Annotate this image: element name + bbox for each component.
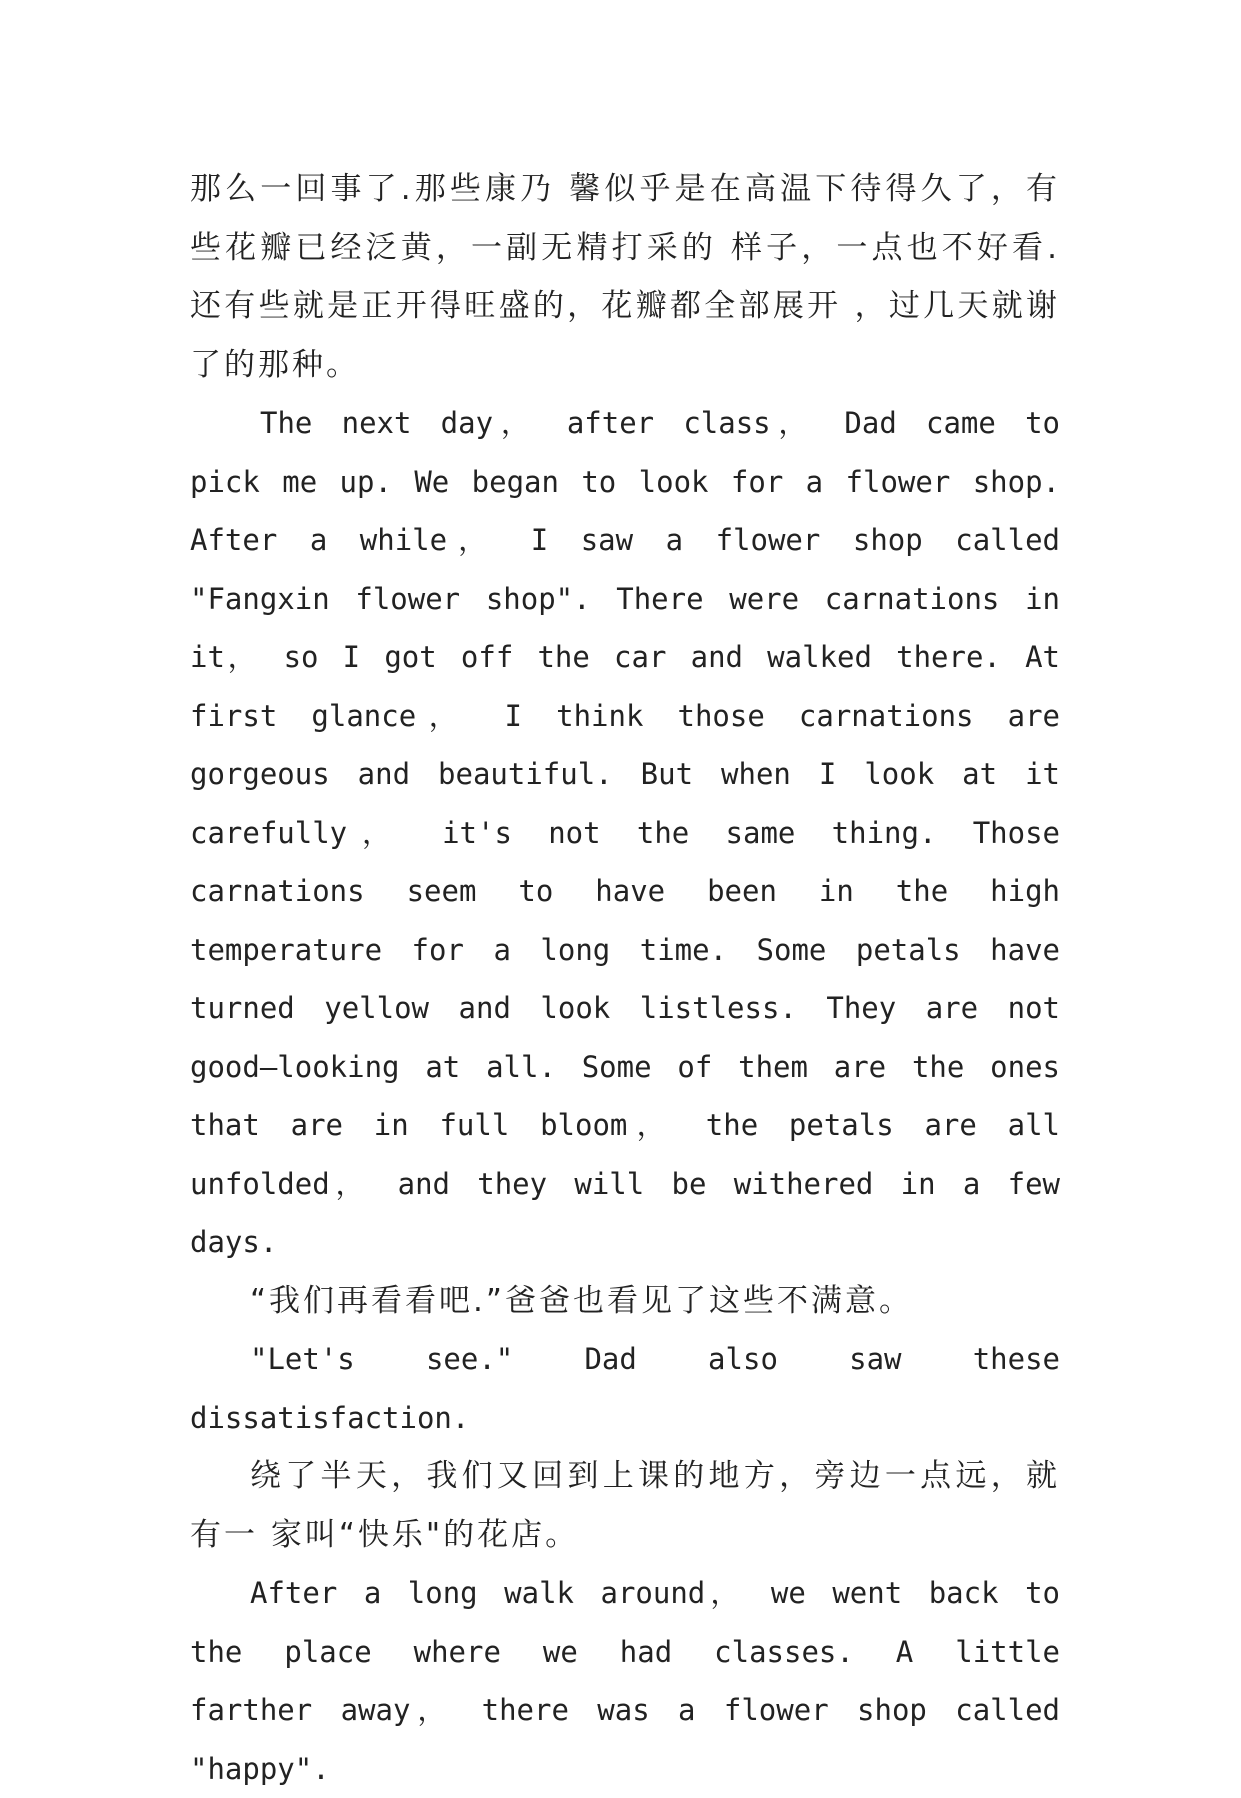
paragraph-english-1: The next day， after class， Dad came to pick me up. We began to look for a flower shop. After a while， I saw a flower shop called "Fangxin flower shop". There were carnations in it， so I got off the car and walked there. At first glance， I think those carnations are gorgeous and beautiful. But when I look at it carefully， it's not the same thing. Those carnations seem to have been in the high temperature for a long time. Some petals have turned yellow and look listless. They are not good—looking at all. Some of them are the ones that are in full bloom， the petals are all unfolded， and they will be withered in a few days. — [190, 406, 1060, 1259]
paragraph-english-2: "Let's see." Dad also saw these dissatisfaction. — [190, 1342, 1060, 1435]
document-body — [190, 160, 1060, 1798]
paragraph-chinese-2: “我们再看看吧.”爸爸也看见了这些不满意。 — [250, 1282, 913, 1319]
paragraph-chinese-1: 那么一回事了.那些康乃 馨似乎是在高温下待得久了，有些花瓣已经泛黄，一副无精打采的 样子，一点也不好看.还有些就是正开得旺盛的，花瓣都全部展开 ，过几天就谢了的那种。 — [190, 171, 1060, 383]
paragraph-chinese-3: 绕了半天，我们又回到上课的地方，旁边一点远，就有一 家叫“快乐"的花店。 — [190, 1458, 1060, 1553]
paragraph-english-3: After a long walk around， we went back to the place where we had classes. A little farther away， there was a flower shop called "happy". — [190, 1576, 1060, 1786]
